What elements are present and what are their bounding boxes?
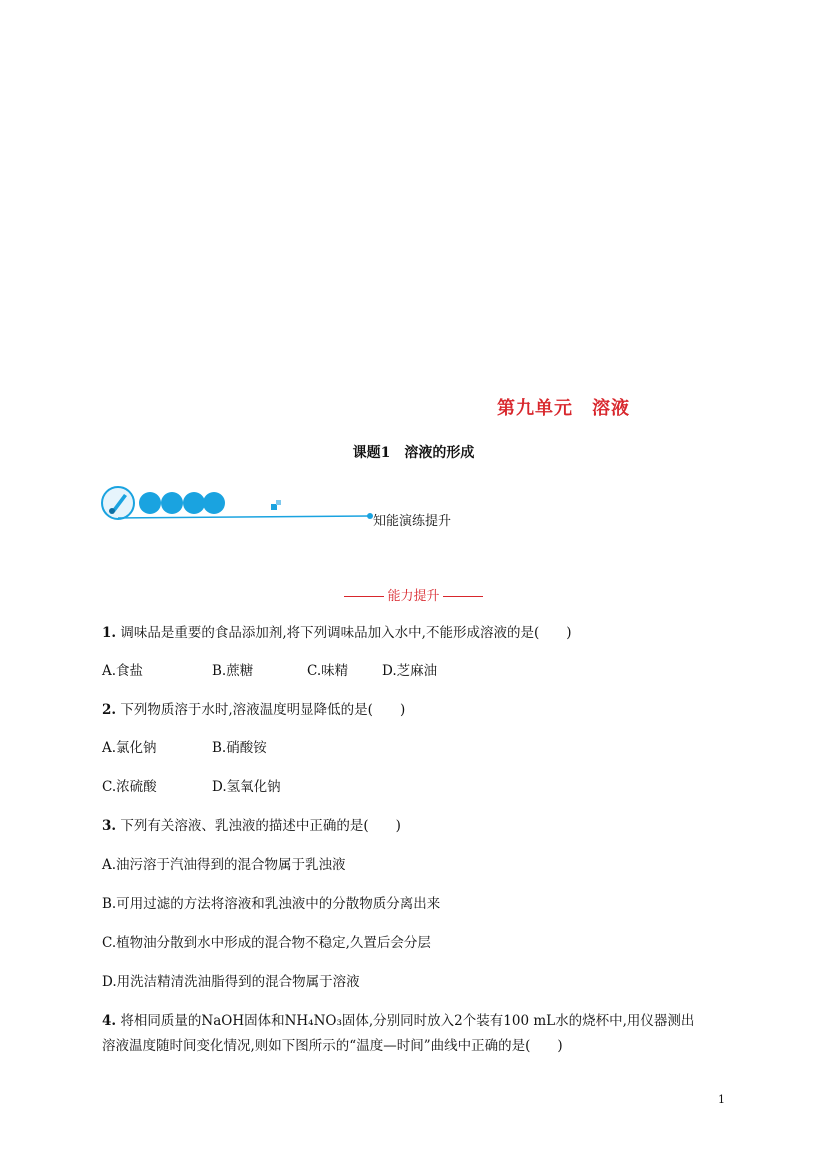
- option-b: B.可用过滤的方法将溶液和乳浊液中的分散物质分离出来: [102, 896, 441, 912]
- question-3: [102, 816, 401, 836]
- question-2: [102, 700, 405, 720]
- page-number: 1: [718, 1093, 725, 1106]
- unit-title: 第九单元 溶液: [497, 398, 630, 419]
- question-2-options-row-2: [102, 777, 281, 797]
- option-a: A.氯化钠: [102, 740, 157, 756]
- option-c: C.植物油分散到水中形成的混合物不稳定,久置后会分层: [102, 935, 431, 951]
- heading-rule-right: [443, 596, 483, 597]
- heading-rule-left: [344, 596, 384, 597]
- question-text-line-1: 将相同质量的NaOH固体和NH₄NO₃固体,分别同时放入2个装有100 mL水的烧杯中,用仪器测出: [120, 1013, 695, 1029]
- section-banner: [100, 482, 500, 532]
- question-1-options: [102, 661, 437, 681]
- question-2-options-row-1: [102, 738, 267, 758]
- option-d: D.芝麻油: [382, 663, 438, 679]
- banner-dot-2: [161, 492, 183, 514]
- option-d: D.用洗洁精清洗油脂得到的混合物属于溶液: [102, 974, 360, 990]
- option-b: B.硝酸铵: [212, 740, 267, 756]
- banner-dot-1: [139, 492, 161, 514]
- question-number: 4.: [102, 1013, 117, 1029]
- banner-rule: [118, 516, 370, 518]
- question-text: 下列物质溶于水时,溶液温度明显降低的是( ): [120, 702, 406, 718]
- question-1: [102, 623, 572, 643]
- question-number: 2.: [102, 702, 117, 718]
- question-text: 调味品是重要的食品添加剂,将下列调味品加入水中,不能形成溶液的是( ): [120, 625, 572, 641]
- banner-square-2: [276, 500, 281, 505]
- section-heading-text: 能力提升: [387, 589, 440, 604]
- question-number: 1.: [102, 625, 117, 641]
- option-c: C.浓硫酸: [102, 779, 157, 795]
- banner-dot-4: [203, 492, 225, 514]
- option-d: D.氢氧化钠: [212, 779, 281, 795]
- brush-tip: [109, 508, 115, 514]
- question-number: 3.: [102, 818, 117, 834]
- lesson-title: 课题1 溶液的形成: [352, 445, 475, 461]
- option-c: C.味精: [307, 663, 349, 679]
- option-a: A.油污溶于汽油得到的混合物属于乳浊液: [102, 857, 346, 873]
- banner-dot-3: [183, 492, 205, 514]
- option-b: B.蔗糖: [212, 663, 254, 679]
- question-4: [102, 1011, 694, 1031]
- banner-label: 知能演练提升: [373, 514, 452, 529]
- option-a: A.食盐: [102, 663, 144, 679]
- question-4-line-2: 溶液温度随时间变化情况,则如下图所示的“温度—时间”曲线中正确的是( ): [102, 1038, 563, 1054]
- section-heading: [0, 585, 827, 604]
- question-text: 下列有关溶液、乳浊液的描述中正确的是( ): [120, 818, 401, 834]
